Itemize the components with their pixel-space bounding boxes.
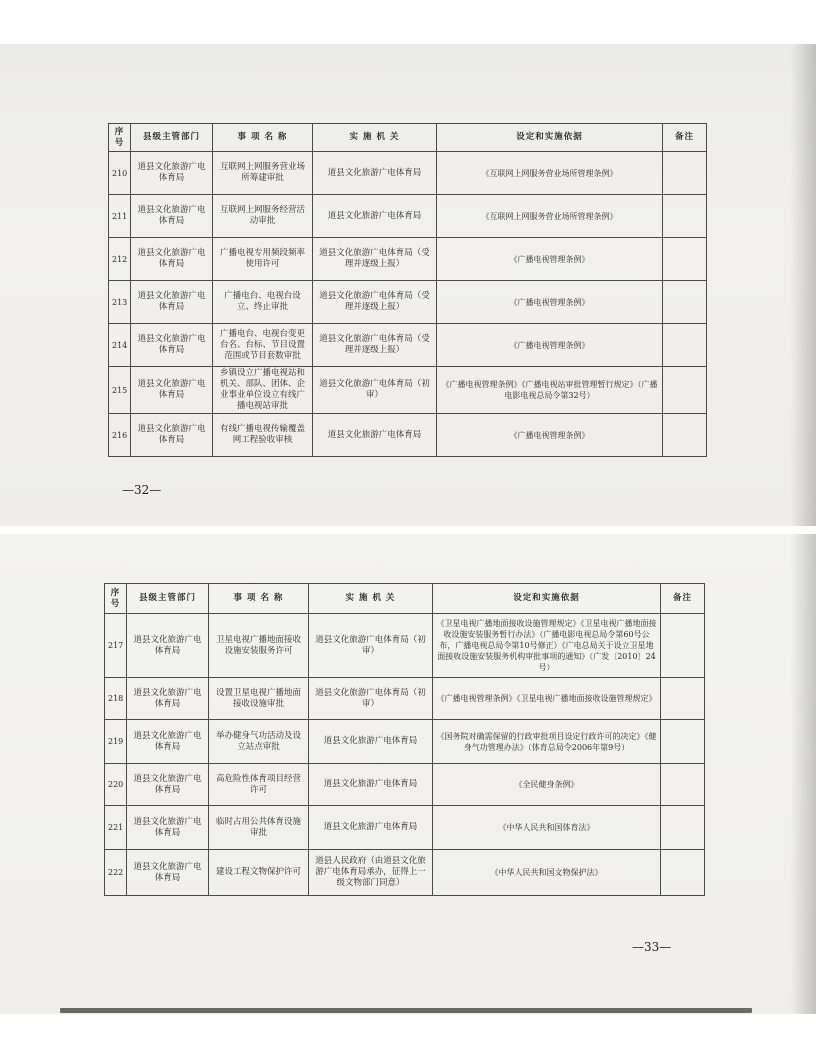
permit-table-page-33 bbox=[104, 583, 705, 896]
cell-basis: 《广播电视管理条例》 bbox=[437, 238, 663, 281]
table-row bbox=[109, 195, 707, 238]
cell-note bbox=[661, 678, 705, 720]
header-seq: 序号 bbox=[105, 584, 127, 614]
cell-dept: 道县文化旅游广电体育局 bbox=[131, 152, 213, 195]
table-row bbox=[105, 764, 705, 806]
cell-item: 广播电台、电视台变更台名、台标、节目设置范围或节目套数审批 bbox=[213, 324, 313, 367]
cell-basis: 《全民健身条例》 bbox=[433, 764, 661, 806]
cell-note bbox=[663, 152, 707, 195]
cell-item: 互联网上网服务营业场所筹建审批 bbox=[213, 152, 313, 195]
cell-dept: 道县文化旅游广电体育局 bbox=[127, 764, 209, 806]
cell-seq: 222 bbox=[105, 850, 127, 896]
table-row bbox=[109, 152, 707, 195]
cell-agency: 道县文化旅游广电体育局（初审） bbox=[309, 678, 433, 720]
header-note: 备注 bbox=[661, 584, 705, 614]
cell-item: 卫星电视广播地面接收设施安装服务许可 bbox=[209, 614, 309, 678]
cell-dept: 道县文化旅游广电体育局 bbox=[131, 414, 213, 457]
cell-seq: 214 bbox=[109, 324, 131, 367]
cell-note bbox=[663, 238, 707, 281]
cell-dept: 道县文化旅游广电体育局 bbox=[127, 678, 209, 720]
cell-dept: 道县文化旅游广电体育局 bbox=[127, 806, 209, 850]
table-row bbox=[105, 806, 705, 850]
cell-item: 广播电台、电视台设立、终止审批 bbox=[213, 281, 313, 324]
cell-dept: 道县文化旅游广电体育局 bbox=[131, 238, 213, 281]
cell-agency: 道县文化旅游广电体育局（初审） bbox=[313, 367, 437, 414]
cell-agency: 道县文化旅游广电体育局 bbox=[309, 720, 433, 764]
table-row bbox=[109, 367, 707, 414]
cell-dept: 道县文化旅游广电体育局 bbox=[131, 324, 213, 367]
cell-basis: 《中华人民共和国文物保护法》 bbox=[433, 850, 661, 896]
page-number-32: —32— bbox=[122, 483, 162, 497]
cell-dept: 道县文化旅游广电体育局 bbox=[131, 195, 213, 238]
cell-note bbox=[661, 764, 705, 806]
cell-agency: 道县人民政府（由道县文化旅游广电体育局承办，征得上一级文物部门同意） bbox=[309, 850, 433, 896]
cell-note bbox=[661, 806, 705, 850]
cell-agency: 道县文化旅游广电体育局（初审） bbox=[309, 614, 433, 678]
scanner-edge-bar bbox=[60, 1008, 752, 1013]
cell-agency: 道县文化旅游广电体育局 bbox=[309, 764, 433, 806]
cell-basis: 《卫星电视广播地面接收设施管理规定》《卫星电视广播地面接收设施安装服务暂行办法》（广播电影电视总局令第60号公布，广播电视总局令第10号修正）《广电总局关于设立卫星地面接收设施安装服务机构审批事项的通知》（广发〔2010〕24号） bbox=[433, 614, 661, 678]
cell-seq: 215 bbox=[109, 367, 131, 414]
cell-basis: 《互联网上网服务营业场所管理条例》 bbox=[437, 195, 663, 238]
cell-seq: 210 bbox=[109, 152, 131, 195]
header-item: 事 项 名 称 bbox=[209, 584, 309, 614]
cell-item: 举办健身气功活动及设立站点审批 bbox=[209, 720, 309, 764]
cell-basis: 《国务院对确需保留的行政审批项目设定行政许可的决定》《健身气功管理办法》（体育总局令2006年第9号） bbox=[433, 720, 661, 764]
header-basis: 设定和实施依据 bbox=[437, 124, 663, 152]
cell-item: 高危险性体育项目经营许可 bbox=[209, 764, 309, 806]
cell-dept: 道县文化旅游广电体育局 bbox=[127, 850, 209, 896]
header-dept: 县级主管部门 bbox=[127, 584, 209, 614]
cell-basis: 《广播电视管理条例》 bbox=[437, 281, 663, 324]
page-edge-shadow bbox=[790, 534, 816, 1014]
cell-seq: 220 bbox=[105, 764, 127, 806]
cell-agency: 道县文化旅游广电体育局（受理并逐级上报） bbox=[313, 238, 437, 281]
cell-item: 设置卫星电视广播地面接收设施审批 bbox=[209, 678, 309, 720]
header-basis: 设定和实施依据 bbox=[433, 584, 661, 614]
table-row bbox=[105, 720, 705, 764]
header-note: 备注 bbox=[663, 124, 707, 152]
cell-note bbox=[663, 195, 707, 238]
page-number-33: —33— bbox=[632, 940, 672, 954]
table-row bbox=[109, 414, 707, 457]
table-row bbox=[105, 614, 705, 678]
cell-basis: 《广播电视管理条例》《卫星电视广播地面接收设施管理规定》 bbox=[433, 678, 661, 720]
cell-seq: 218 bbox=[105, 678, 127, 720]
cell-basis: 《广播电视管理条例》 bbox=[437, 414, 663, 457]
cell-agency: 道县文化旅游广电体育局 bbox=[313, 152, 437, 195]
cell-item: 乡镇设立广播电视站和机关、部队、团体、企业事业单位设立有线广播电视站审批 bbox=[213, 367, 313, 414]
cell-seq: 213 bbox=[109, 281, 131, 324]
cell-note bbox=[663, 414, 707, 457]
header-agency: 实 施 机 关 bbox=[313, 124, 437, 152]
page-edge-shadow bbox=[790, 44, 816, 526]
cell-basis: 《广播电视管理条例》 bbox=[437, 324, 663, 367]
cell-agency: 道县文化旅游广电体育局 bbox=[313, 195, 437, 238]
cell-seq: 219 bbox=[105, 720, 127, 764]
table-header-row bbox=[109, 124, 707, 152]
permit-table-page-32 bbox=[108, 123, 707, 457]
cell-agency: 道县文化旅游广电体育局（受理并逐级上报） bbox=[313, 324, 437, 367]
header-dept: 县级主管部门 bbox=[131, 124, 213, 152]
cell-dept: 道县文化旅游广电体育局 bbox=[131, 367, 213, 414]
cell-dept: 道县文化旅游广电体育局 bbox=[131, 281, 213, 324]
cell-agency: 道县文化旅游广电体育局 bbox=[309, 806, 433, 850]
cell-basis: 《广播电视管理条例》《广播电视站审批管理暂行规定》（广播电影电视总局令第32号） bbox=[437, 367, 663, 414]
cell-basis: 《中华人民共和国体育法》 bbox=[433, 806, 661, 850]
header-seq: 序号 bbox=[109, 124, 131, 152]
cell-item: 建设工程文物保护许可 bbox=[209, 850, 309, 896]
header-item: 事 项 名 称 bbox=[213, 124, 313, 152]
cell-agency: 道县文化旅游广电体育局（受理并逐级上报） bbox=[313, 281, 437, 324]
cell-agency: 道县文化旅游广电体育局 bbox=[313, 414, 437, 457]
cell-item: 临时占用公共体育设施审批 bbox=[209, 806, 309, 850]
cell-note bbox=[661, 850, 705, 896]
cell-seq: 212 bbox=[109, 238, 131, 281]
table-row bbox=[109, 238, 707, 281]
cell-seq: 211 bbox=[109, 195, 131, 238]
table-row bbox=[105, 678, 705, 720]
cell-dept: 道县文化旅游广电体育局 bbox=[127, 614, 209, 678]
cell-item: 有线广播电视传输覆盖网工程验收审核 bbox=[213, 414, 313, 457]
cell-item: 广播电视专用频段频率使用许可 bbox=[213, 238, 313, 281]
table-row bbox=[105, 850, 705, 896]
table-row bbox=[109, 281, 707, 324]
table-header-row bbox=[105, 584, 705, 614]
cell-basis: 《互联网上网服务营业场所管理条例》 bbox=[437, 152, 663, 195]
header-agency: 实 施 机 关 bbox=[309, 584, 433, 614]
cell-seq: 216 bbox=[109, 414, 131, 457]
cell-seq: 217 bbox=[105, 614, 127, 678]
cell-item: 互联网上网服务经营活动审批 bbox=[213, 195, 313, 238]
cell-note bbox=[663, 324, 707, 367]
cell-note bbox=[663, 281, 707, 324]
table-row bbox=[109, 324, 707, 367]
cell-note bbox=[661, 720, 705, 764]
cell-dept: 道县文化旅游广电体育局 bbox=[127, 720, 209, 764]
cell-seq: 221 bbox=[105, 806, 127, 850]
cell-note bbox=[661, 614, 705, 678]
cell-note bbox=[663, 367, 707, 414]
